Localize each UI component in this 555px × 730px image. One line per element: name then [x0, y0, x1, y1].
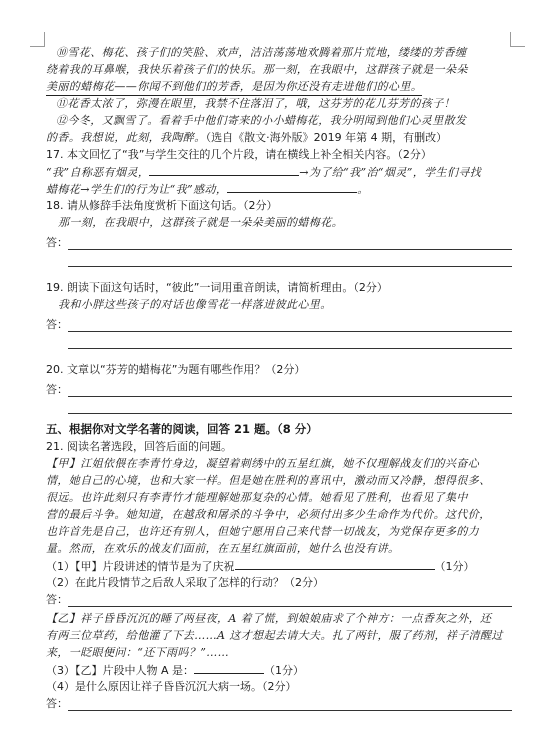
- excerpt-yi-line-3: 来，一眨眼便问：“还下雨吗？”……: [46, 646, 230, 659]
- question-20-answer-row[interactable]: [46, 378, 512, 397]
- excerpt-jia-line-4: 营的最后斗争。她知道，在越敌和屠杀的斗争中，必须付出多少生命作为代价。这代价，: [46, 508, 491, 521]
- answer-label: 答：: [46, 318, 68, 331]
- margin-corner-mark-left: [30, 32, 45, 47]
- underlined-sentence: 美丽的蜡梅花——你闻不到他们的芳香，是因为你还没有走进他们的心里。: [46, 78, 422, 96]
- q17-text-3: 蜡梅花→学生们的行为让“我”感动，: [46, 183, 228, 196]
- answer-line[interactable]: [68, 401, 512, 414]
- question-21-stem: 21. 阅读名著选段，回答后面的问题。: [46, 440, 232, 453]
- question-21-2: （2）在此片段情节之后敌人采取了怎样的行动？（2分）: [46, 576, 324, 589]
- question-19-stem: 19. 朗读下面这句话时，“彼此”一词用重音朗读，请简析理由。（2分）: [46, 281, 388, 294]
- q21-3-score: （1分）: [264, 664, 305, 677]
- answer-line[interactable]: [68, 254, 512, 267]
- question-19-answer-row[interactable]: [46, 313, 512, 332]
- question-17-line-1: [46, 163, 512, 180]
- q21-3-blank[interactable]: [194, 661, 264, 674]
- question-19-quote: 我和小胖这些孩子的对话也像雪花一样落进彼此心里。: [58, 298, 332, 311]
- excerpt-jia-line-1: 【甲】江姐依偎在李青竹身边，凝望着刺绣中的五星红旗，她不仅理解战友们的兴奋心: [46, 457, 480, 470]
- answer-label: 答：: [46, 697, 68, 710]
- section-5-title: 五、根据你对文学名著的阅读，回答 21 题。（8 分）: [46, 422, 318, 436]
- excerpt-yi-line-1: 【乙】祥子昏昏沉沉的睡了两昼夜，A 着了慌，到娘娘庙求了个神方：一点香灰之外，还: [46, 612, 492, 625]
- question-21-3: [46, 661, 512, 678]
- q17-blank-2[interactable]: [227, 180, 357, 193]
- answer-label: 答：: [46, 236, 68, 249]
- answer-line[interactable]: [68, 383, 512, 397]
- q21-1-blank[interactable]: [235, 557, 435, 570]
- question-17-stem: 17. 本文回忆了“我”与学生交往的几个片段，请在横线上补全相关内容。（2分）: [46, 148, 432, 161]
- passage-paragraph-10-line-3: [46, 78, 512, 95]
- question-21-4: （4）是什么原因让祥子昏昏沉沉大病一场。（2分）: [46, 680, 297, 693]
- q17-text-1: “我”自称恶有烟灵，: [46, 166, 150, 179]
- q17-blank-1[interactable]: [149, 163, 299, 176]
- passage-paragraph-11: ⑪花香太浓了，弥漫在眼里，我禁不住落泪了，哦，这芬芳的花儿芬芳的孩子！: [56, 97, 455, 110]
- passage-paragraph-12-line-2: [46, 129, 512, 146]
- q17-text-4: 。: [357, 183, 369, 196]
- excerpt-jia-line-2: 情，她自己的心境，也和大家一样。但是她在胜利的喜讯中，激动而又冷静，想得很多、: [46, 474, 491, 487]
- excerpt-jia-line-3: 很远。也许此刻只有李青竹才能理解她那复杂的心情。她看见了胜利，也看见了集中: [46, 491, 468, 504]
- answer-line[interactable]: [68, 697, 512, 711]
- q17-text-2: →为了给“我”治“烟灵”，学生们寻找: [299, 166, 482, 179]
- excerpt-jia-line-5: 也许首先是自己，也许还有别人，但她宁愿用自己来代替一切战友，为党保存更多的力: [46, 525, 480, 538]
- excerpt-jia-line-6: 量。然而，在欢乐的战友们面前，在五星红旗面前，她什么也没有讲。: [46, 542, 400, 555]
- answer-line[interactable]: [68, 336, 512, 349]
- answer-line[interactable]: [68, 593, 512, 607]
- question-18-quote: 那一刻，在我眼中，这群孩子就是一朵朵美丽的蜡梅花。: [58, 216, 343, 229]
- passage-source: （选自《散文·海外版》2019 年第 4 期，有删改）: [205, 131, 448, 144]
- question-18-answer-row[interactable]: [46, 231, 512, 250]
- answer-label: 答：: [46, 383, 68, 396]
- excerpt-yi-line-2: 有两三位草药，给他灌了下去……A 这才想起去请大夫。扎了两针，服了药剂，祥子清醒过: [46, 629, 503, 642]
- exam-page: [46, 44, 512, 711]
- margin-corner-mark-right: [510, 32, 525, 47]
- passage-paragraph-12-line-1: ⑫今冬，又飘雪了。看着手中他们寄来的小小蜡梅花，我分明闻到他们心灵里散发: [56, 114, 467, 127]
- question-21-1: [46, 557, 512, 574]
- answer-label: 答：: [46, 593, 68, 606]
- question-21-2-answer-row[interactable]: [46, 591, 512, 607]
- q21-1-score: （1分）: [434, 560, 475, 573]
- passage-paragraph-12-end: 的香。我想说，此刻，我陶醉。: [46, 131, 206, 144]
- passage-paragraph-10-line-2: 绕着我的耳鼻喉，我快乐着孩子们的快乐。那一刻，在我眼中，这群孩子就是一朵朵: [46, 63, 468, 76]
- answer-line[interactable]: [68, 318, 512, 332]
- question-18-stem: 18. 请从修辞手法角度赏析下面这句话。（2分）: [46, 199, 278, 212]
- question-20-stem: 20. 文章以“芬芳的蜡梅花”为题有哪些作用？（2分）: [46, 363, 306, 376]
- answer-line[interactable]: [68, 236, 512, 250]
- question-21-4-answer-row[interactable]: [46, 695, 512, 711]
- passage-paragraph-10-line-1: ⑩雪花、梅花、孩子们的笑脸、欢声，洁洁荡荡地欢腾着那片荒地，缕缕的芳香缠: [56, 46, 467, 59]
- q21-1-text: （1）【甲】片段讲述的情节是为了庆祝: [46, 560, 235, 573]
- q21-3-text: （3）【乙】片段中人物 A 是：: [46, 664, 195, 677]
- question-17-line-2: [46, 180, 512, 197]
